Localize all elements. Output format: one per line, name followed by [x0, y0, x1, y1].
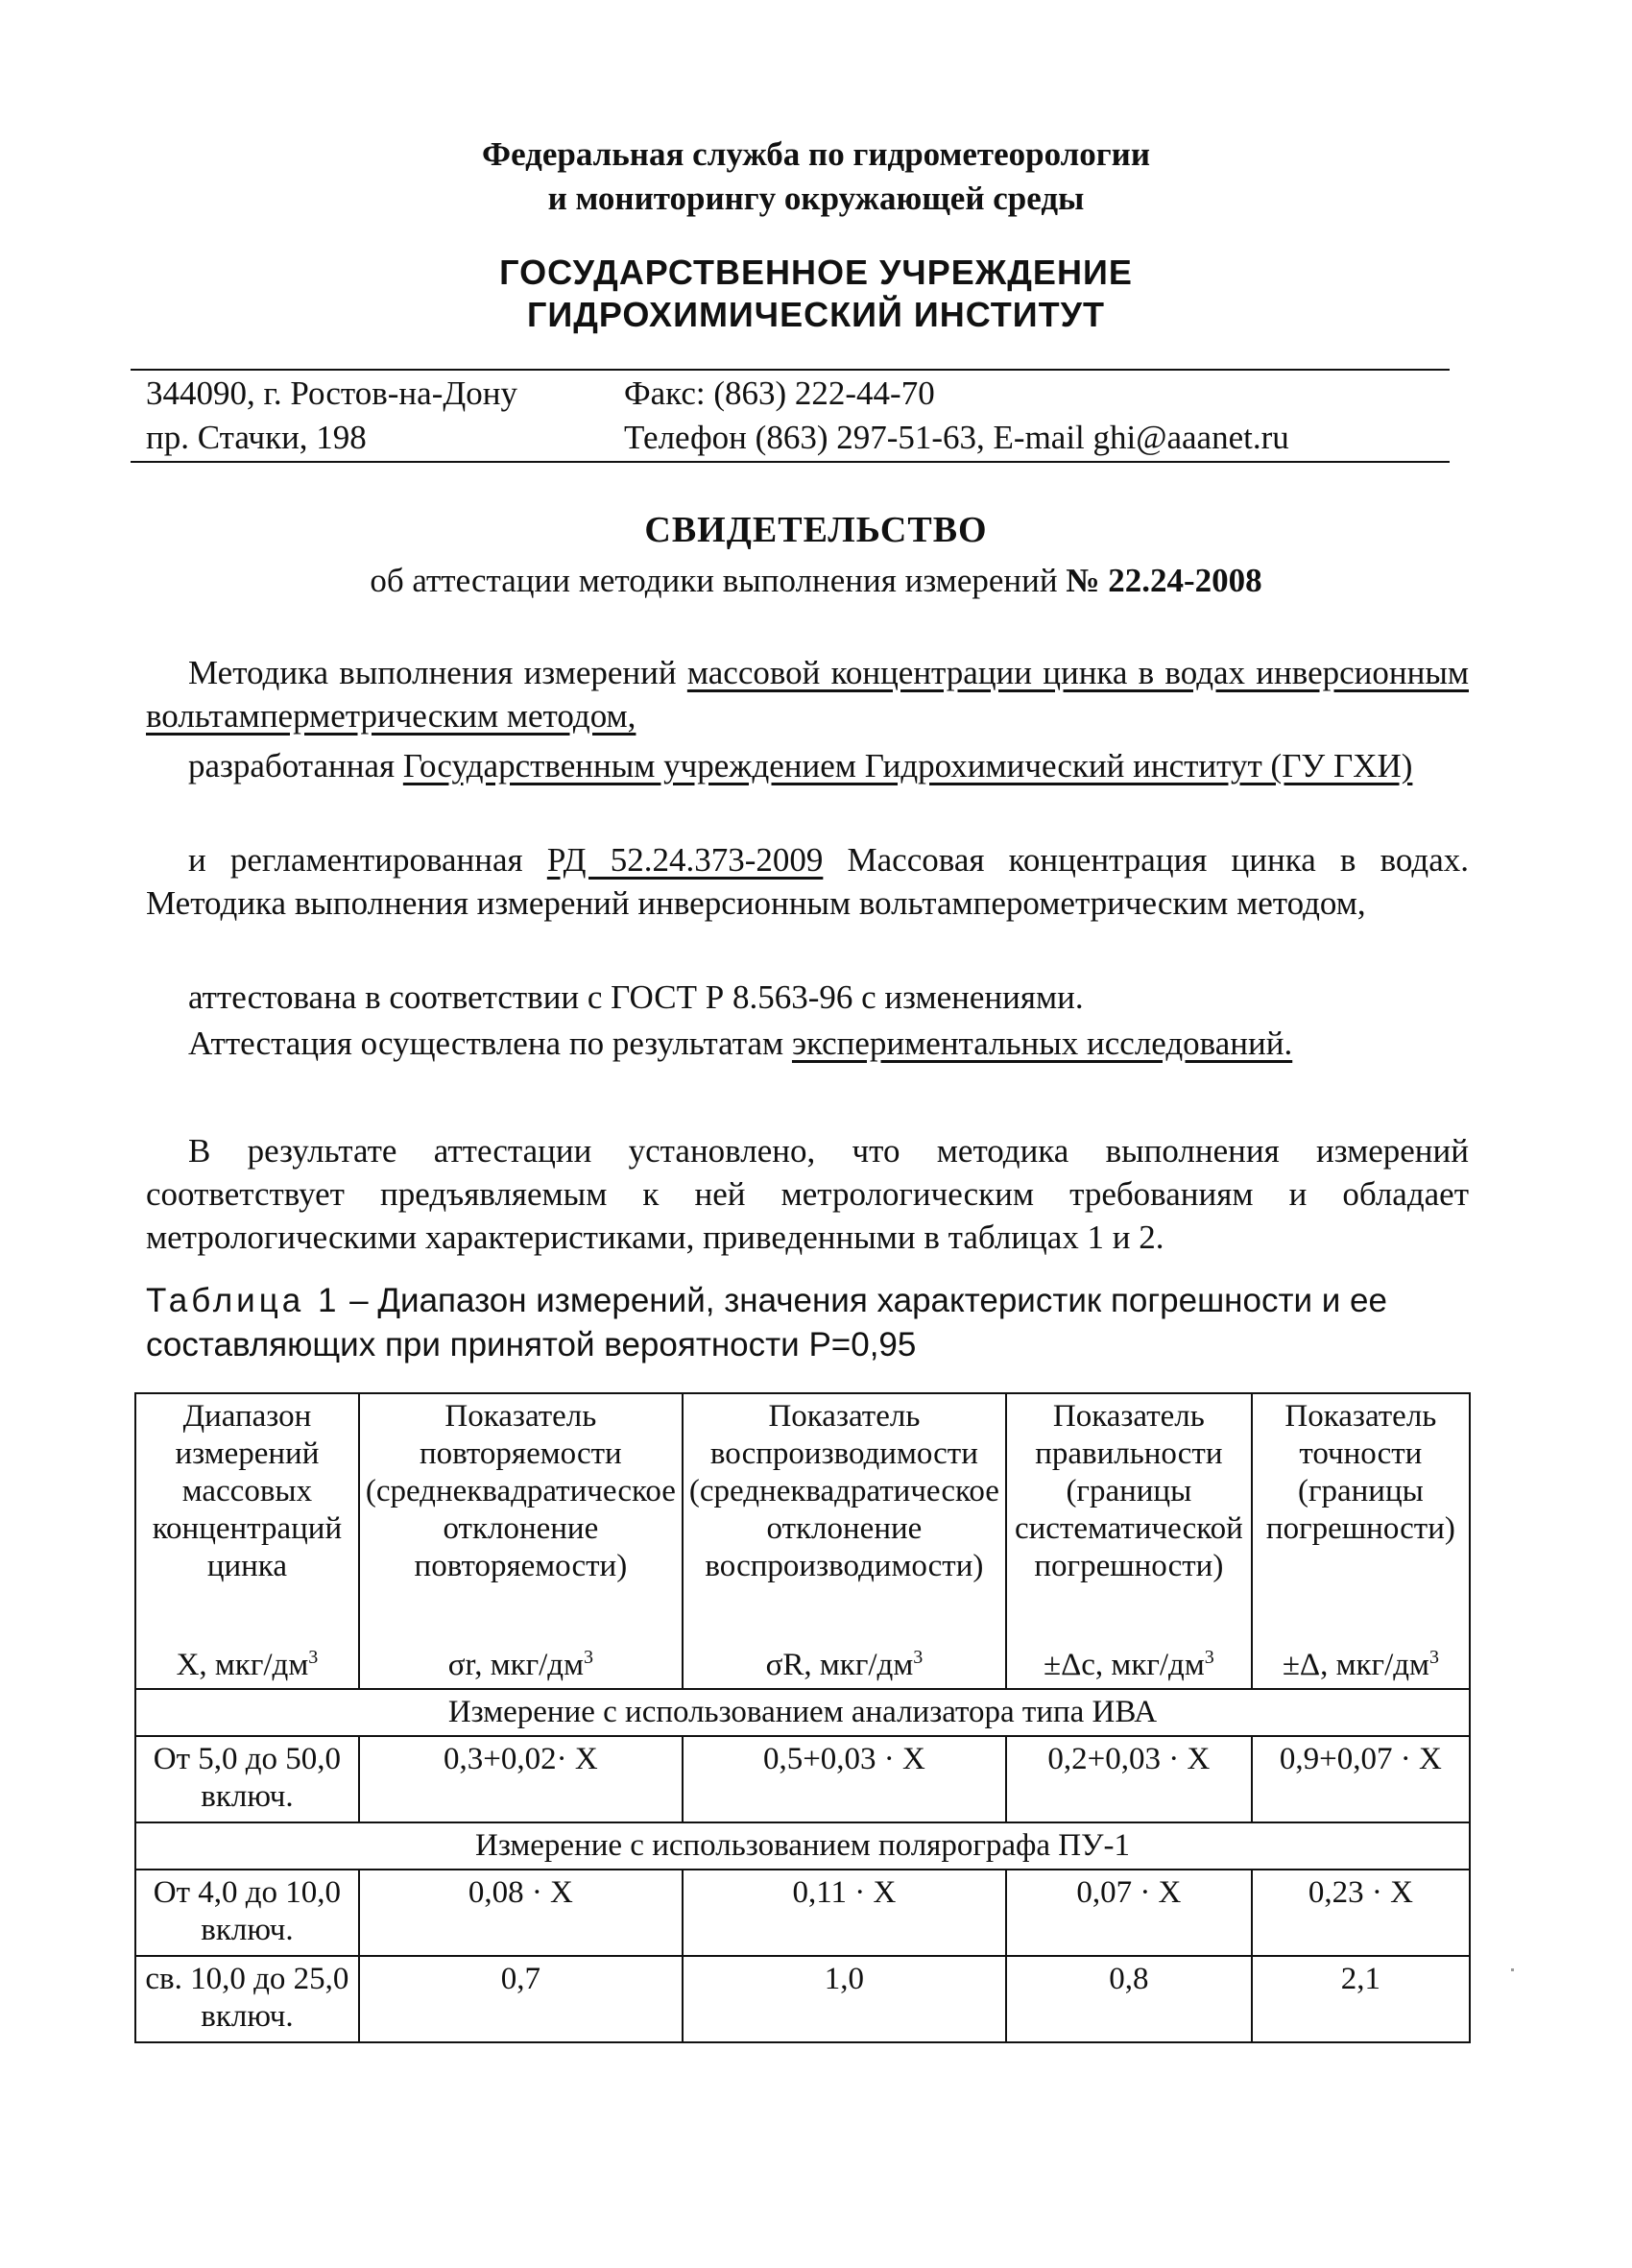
p1-method-name: массовой концентрации цинка в водах инверсионным вольтамперметрическим методом, — [146, 654, 1469, 735]
table-cell: 0,9+0,07 · X — [1252, 1736, 1470, 1822]
paragraph-attestation-basis — [146, 1022, 1469, 1065]
certificate-subtitle-text: об аттестации методики выполнения измерений — [370, 562, 1058, 599]
address-street: пр. Стачки, 198 — [146, 419, 367, 456]
header-reproducibility: Показатель воспроизводимости (среднеквадратическое отклонение воспроизводимости) σR, мкг/$дм^3$ — [683, 1393, 1006, 1689]
institution-line2: ГИДРОХИМИЧЕСКИЙ ИНСТИТУТ — [526, 295, 1106, 334]
paragraph-method — [146, 651, 1469, 737]
table1-section-pu1 — [135, 1822, 1470, 1870]
paragraph-result: В результате аттестации установлено, что методика выполнения измерений соответствует предъявляемым к ней метрологическим требованиям и обладает метрологическими характеристиками, приведенными в таблицах 1 и 2. — [146, 1132, 1469, 1256]
p1-lead: Методика выполнения измерений — [188, 654, 677, 691]
section-label: Измерение с использованием полярографа ПУ-1 — [135, 1822, 1470, 1870]
p2-developer-name: Государственным учреждением Гидрохимический институт (ГУ ГХИ) — [402, 747, 1413, 784]
table1-caption-text: – Диапазон измерений, значения характеристик погрешности и ее составляющих при принятой вероятности Р=0,95 — [146, 1282, 1387, 1363]
table1-header-row — [135, 1393, 1470, 1689]
table1 — [134, 1392, 1471, 2043]
table-row — [135, 1956, 1470, 2042]
header-range: Диапазон измерений массовых концентраций цинка X, мкг/$дм^3$ — [135, 1393, 359, 1689]
paragraph-developer — [146, 744, 1469, 787]
table-cell: 0,08 · X — [359, 1870, 683, 1956]
address-city: 344090, г. Ростов-на-Дону — [146, 374, 517, 412]
table-cell: св. 10,0 до 25,0 включ. — [135, 1956, 359, 2042]
header-accuracy: Показатель точности (границы погрешности) ±Δ, мкг/$дм^3$ — [1252, 1393, 1470, 1689]
table1-caption — [146, 1279, 1471, 1367]
table-cell: 1,0 — [683, 1956, 1006, 2042]
certificate-title: СВИДЕТЕЛЬСТВО — [644, 510, 988, 550]
p2-lead: разработанная — [188, 747, 396, 784]
table-cell: От 5,0 до 50,0 включ. — [135, 1736, 359, 1822]
scan-speck — [1511, 1968, 1514, 1971]
p3-document-code: РД 52.24.373-2009 — [546, 841, 824, 879]
p5-basis: экспериментальных исследований. — [791, 1025, 1293, 1062]
table1-section-iva — [135, 1689, 1470, 1736]
table-cell: 0,23 · X — [1252, 1870, 1470, 1956]
table1-caption-label: Таблица 1 — [146, 1282, 341, 1319]
table-cell: 2,1 — [1252, 1956, 1470, 2042]
table-cell: 0,11 · X — [683, 1870, 1006, 1956]
table-cell: 0,3+0,02· X — [359, 1736, 683, 1822]
table-row — [135, 1870, 1470, 1956]
certificate-number: № 22.24-2008 — [1066, 562, 1262, 599]
table-row — [135, 1736, 1470, 1822]
table-cell: 0,2+0,03 · X — [1006, 1736, 1252, 1822]
org-name-line1: Федеральная служба по гидрометеорологии — [482, 135, 1150, 173]
paragraph-regulation — [146, 838, 1469, 925]
header-repeatability: Показатель повторяемости (среднеквадратическое отклонение повторяемости) σr, мкг/$дм^3$ — [359, 1393, 683, 1689]
table-cell: 0,8 — [1006, 1956, 1252, 2042]
address-fax: Факс: (863) 222-44-70 — [624, 374, 935, 412]
p5-lead: Аттестация осуществлена по результатам — [188, 1025, 784, 1062]
table-cell: От 4,0 до 10,0 включ. — [135, 1870, 359, 1956]
address-top-rule — [131, 369, 1450, 371]
institution-line1: ГОСУДАРСТВЕННОЕ УЧРЕЖДЕНИЕ — [499, 253, 1133, 292]
paragraph-attested: аттестована в соответствии с ГОСТ Р 8.563-96 с изменениями. — [188, 978, 1084, 1016]
table-cell: 0,07 · X — [1006, 1870, 1252, 1956]
address-phone-email: Телефон (863) 297-51-63, E-mail ghi@aaanet.ru — [624, 419, 1289, 456]
p3-lead: и регламентированная — [188, 841, 523, 879]
org-name-line2: и мониторингу окружающей среды — [547, 180, 1085, 217]
header-trueness: Показатель правильности (границы систематической погрешности) ±Δc, мкг/$дм^3$ — [1006, 1393, 1252, 1689]
section-label: Измерение с использованием анализатора типа ИВА — [135, 1689, 1470, 1736]
certificate-subtitle — [134, 559, 1498, 603]
table-cell: 0,5+0,03 · X — [683, 1736, 1006, 1822]
table-cell: 0,7 — [359, 1956, 683, 2042]
address-bottom-rule — [131, 461, 1450, 463]
p3-rest: Массовая концентрация цинка в водах. Методика выполнения измерений инверсионным вольтамперометрическим методом, — [146, 841, 1469, 922]
